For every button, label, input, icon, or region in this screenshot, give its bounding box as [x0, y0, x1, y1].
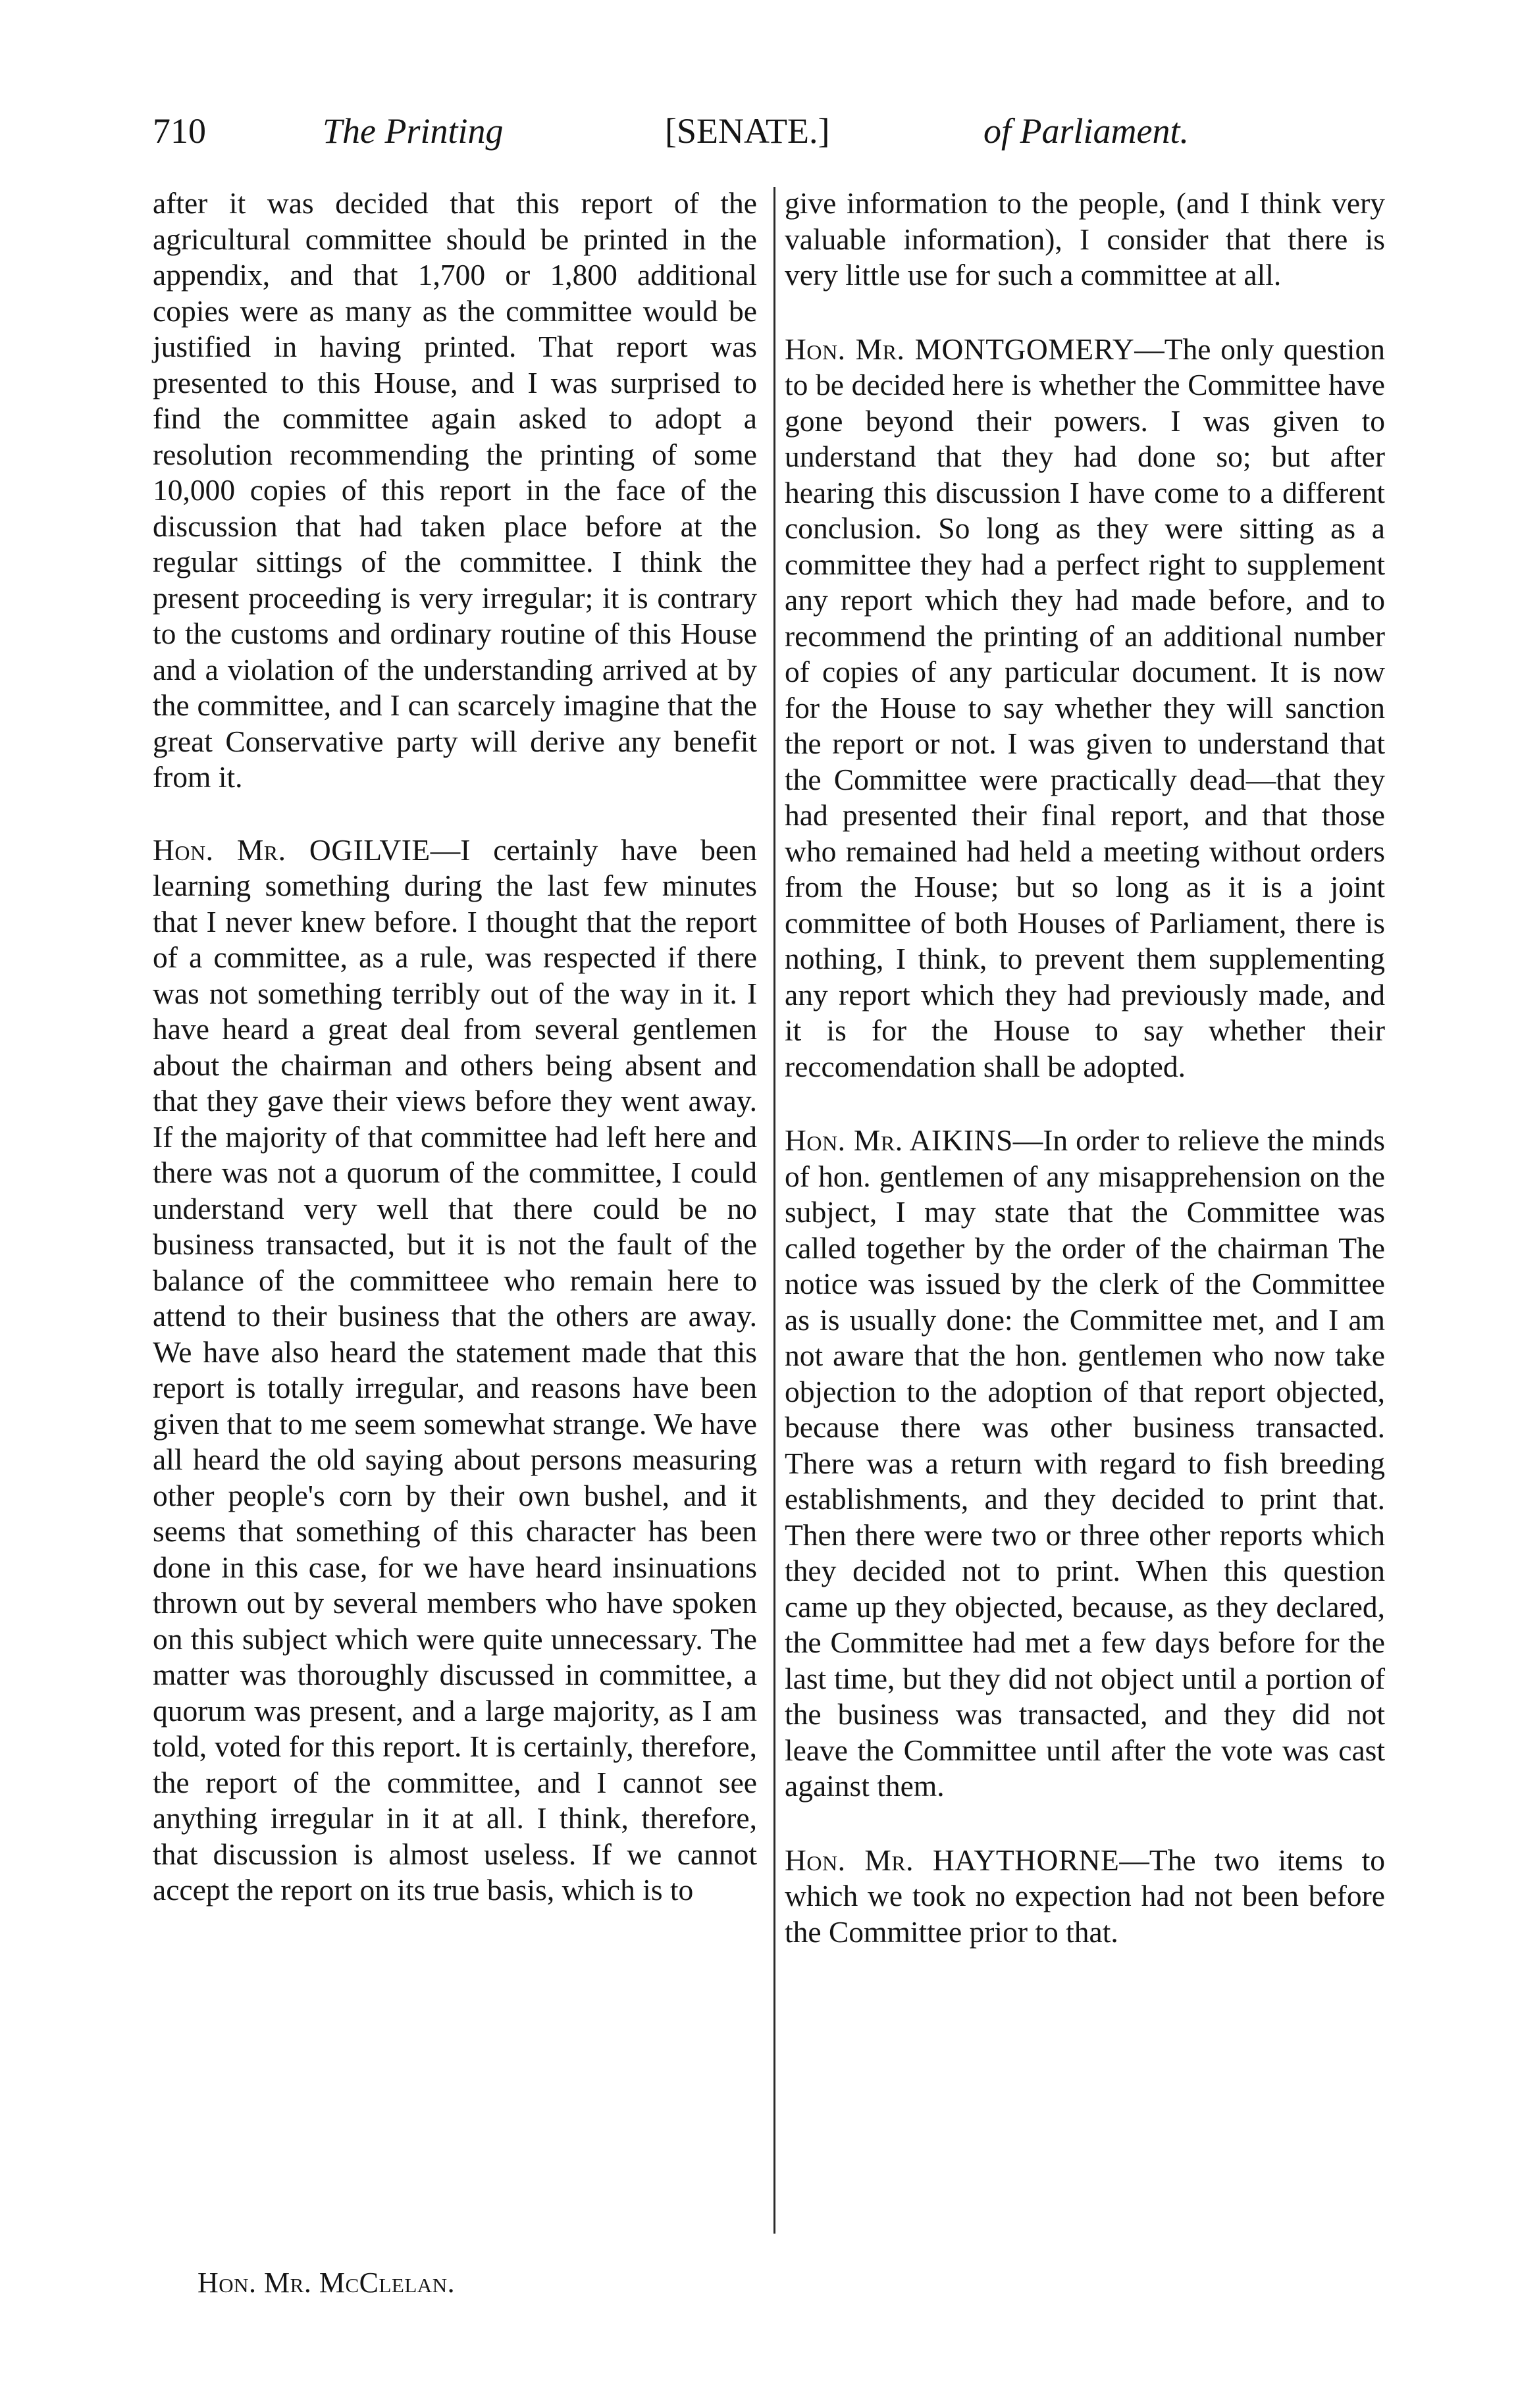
speaker-name: Hon. Mr. HAYTHORNE — [785, 1843, 1120, 1877]
speaker-name: Hon. Mr. MONTGOMERY — [785, 332, 1135, 366]
speech-montgomery — [785, 332, 1385, 1085]
running-title-right: of Parliament. — [983, 111, 1189, 151]
speaker-name: Hon. Mr. OGILVIE — [153, 833, 431, 867]
paragraph-continued: give information to the people, (and I think very valuable information), I consider that there is very little use for such a committee at all. — [785, 186, 1385, 292]
running-title-center: [SENATE.] — [665, 111, 830, 151]
speaker-name: Hon. Mr. AIKINS — [785, 1123, 1013, 1157]
speech-text: —The only question to be decided here is whether the Committee have gone beyond their powers. I was given to understand that they had done so; but after hearing this discussion I have come to a different conclusion. So long as they were sitting as a committee they had a perfect right to supplement any report which they had made before, and to recommend the printing of an additional number of copies of any particular document. It is now for the House to say whether they will sanction the report or not. I was given to understand that the Committee were practically dead—that they had presented their final report, and that those who remained had held a meeting without orders from the House; but so long as it is a joint committee of both Houses of Parliament, there is nothing, I think, to prevent them supplementing any report which they had previously made, and it is for the House to say whether their reccomendation shall be adopted. — [785, 332, 1385, 1083]
speech-text: —The two items to which we took no expection had not been before the Committee prior to that. — [785, 1843, 1385, 1949]
speech-ogilvie — [153, 833, 757, 1908]
page-number: 710 — [153, 111, 206, 151]
speech-haythorne — [785, 1843, 1385, 1951]
speech-text: —I certainly have been learning something during the last few minutes that I never knew before. I thought that the report of a committee, as a rule, was respected if there was not something terribly out of the way in it. I have heard a great deal from several gentlemen about the chairman and others being absent and that they gave their views before they went away. If the majority of that committee had left here and there was not a quorum of the committee, I could understand very well that there could be no business transacted, but it is not the fault of the balance of the committeee who remain here to attend to their business that the others are away. We have also heard the statement made that this report is totally irregular, and reasons have been given that to me seem somewhat strange. We have all heard the old saying about persons measuring other people's corn by their own bushel, and it seems that something of this character has been done in this case, for we have heard insinuations thrown out by several members who have spoken on this subject which were quite unnecessary. The matter was thoroughly discussed in committee, a quorum was present, and a large majority, as I am told, voted for this report. It is certainly, therefore, the report of the committee, and I cannot see anything irregular in it at all. I think, therefore, that discussion is almost useless. If we cannot accept the report on its true basis, which is to — [153, 833, 758, 1907]
speech-aikins — [785, 1123, 1385, 1805]
speech-text: —In order to relieve the minds of hon. gentlemen of any misapprehension on the subject, I may state that the Committee was called together by the order of the chairman The notice was issued by the clerk of the Committee as is usually done: the Committee met, and I am not aware that the hon. gentlemen who now take objection to the adoption of that report objected, because there was other business transacted. There was a return with regard to fish breeding establishments, and they decided to print that. Then there were two or three other reports which they decided not to print. When this question came up they objected, because, as they declared, the Committee had met a few days before for the last time, but they did not object until a portion of the business was transacted, and they did not leave the Committee until after the vote was cast against them. — [785, 1123, 1385, 1803]
paragraph-continued: after it was decided that this report of the agricultural committee should be printed in the appendix, and that 1,700 or 1,800 additional copies were as many as the committee would be justified in having printed. That report was presented to this House, and I was surprised to find the committee again asked to adopt a resolution recommending the printing of some 10,000 copies of this report in the face of the discussion that had taken place before at the regular sittings of the committee. I think the present proceeding is very irregular; it is contrary to the customs and ordinary routine of this House and a violation of the understanding arrived at by the committee, and I can scarcely imagine that the great Conservative party will derive any benefit from it. — [153, 186, 757, 794]
catchword: Hon. Mr. McClelan. — [197, 2267, 456, 2299]
column-rule — [773, 187, 775, 2234]
right-column — [785, 186, 1385, 1950]
page-header — [153, 111, 1232, 163]
running-title-left: The Printing — [323, 111, 504, 151]
left-column — [153, 186, 757, 1908]
